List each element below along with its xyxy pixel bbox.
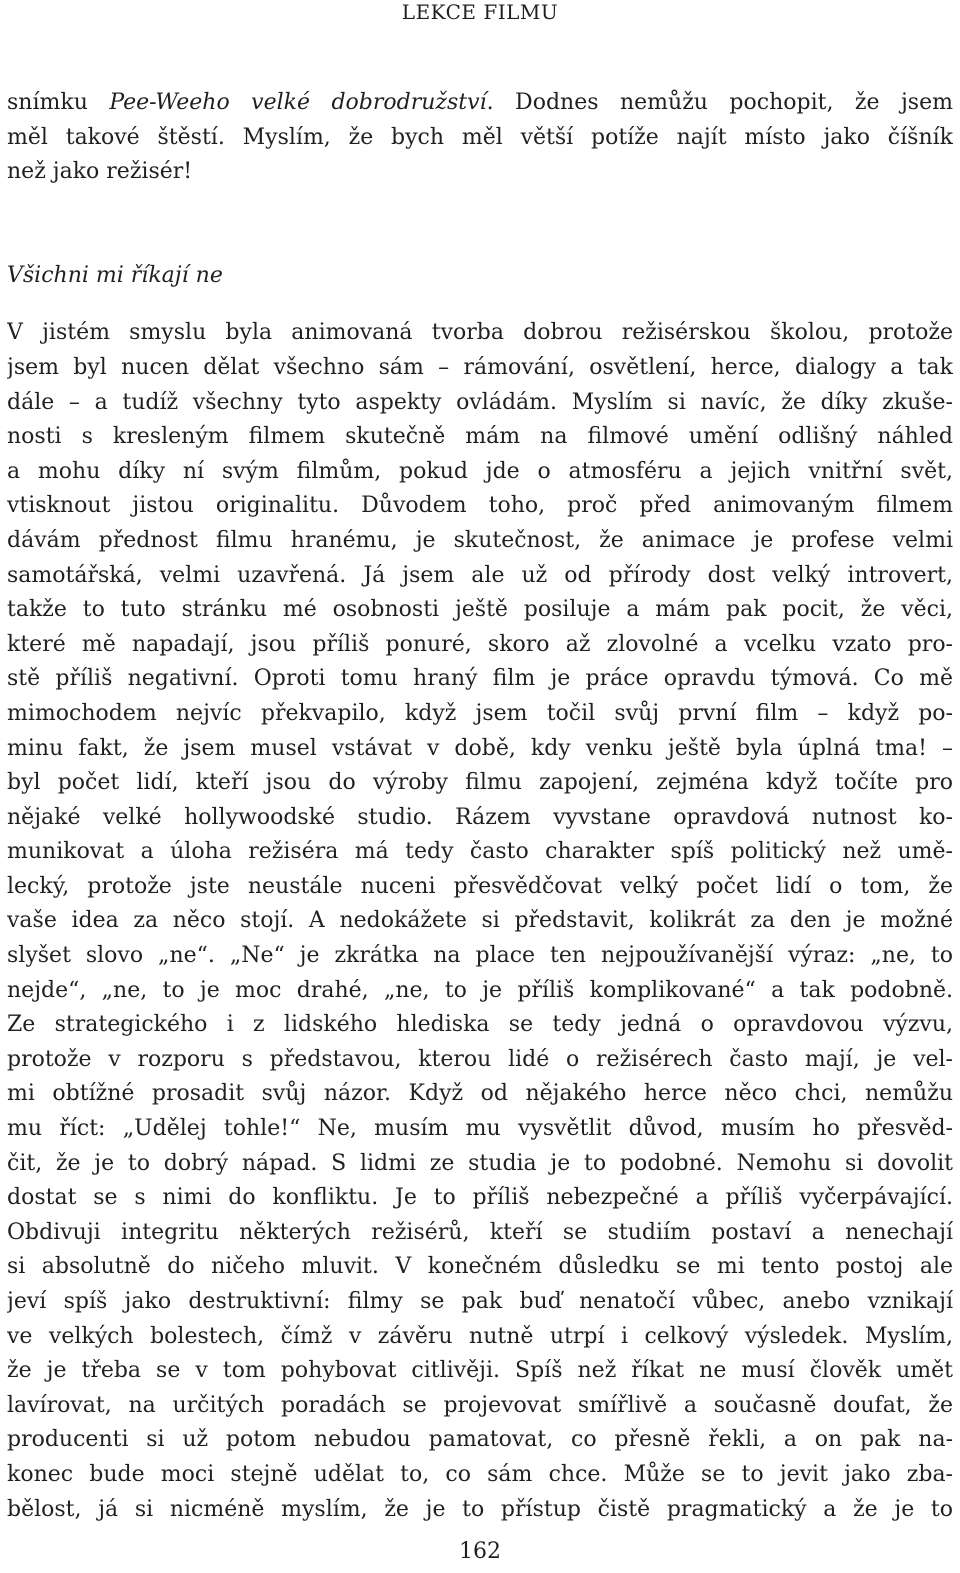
text-line: jeví spíš jako destruktivní: filmy se pak buď nenatočí vůbec, anebo vznikají <box>7 1289 953 1314</box>
text-line: munikovat a úloha režiséra má tedy často charakter spíš politický než umě- <box>7 839 953 865</box>
section-paragraph <box>7 316 953 1527</box>
text-line: takže to tuto stránku mé osobnosti ještě posiluje a mám pak pocit, že věci, <box>7 597 953 623</box>
text-line: mu říct: „Udělej tohle!“ Ne, musím mu vysvětlit důvod, musím ho přesvěd- <box>7 1116 953 1142</box>
text-line: které mě napadají, jsou příliš ponuré, skoro až zlovolné a vcelku vzato pro- <box>7 631 953 657</box>
text-line: vtisknout jistou originalitu. Důvodem toho, proč před animovaným filmem <box>7 493 953 519</box>
text-line: lavírovat, na určitých poradách se projevovat smířlivě a současně doufat, že <box>7 1392 953 1418</box>
text-line: byl počet lidí, kteří jsou do výroby filmu zapojení, zejména když točíte pro <box>7 770 953 796</box>
intro-paragraph <box>7 86 953 190</box>
text-line: konec bude moci stejně udělat to, co sám chce. Může se to jevit jako zba- <box>7 1461 953 1487</box>
text-line: než jako režisér! <box>7 159 193 185</box>
text-line: měl takové štěstí. Myslím, že bych měl větší potíže najít místo jako číšník <box>7 124 953 150</box>
text-line: jsem byl nucen dělat všechno sám – rámování, osvětlení, herce, dialogy a tak <box>7 354 953 380</box>
text-line: producenti si už potom nebudou pamatovat, co přesně řekli, a on pak na- <box>7 1427 953 1453</box>
text-line: a mohu díky ní svým filmům, pokud jde o atmosféru a jejich vnitřní svět, <box>7 458 953 484</box>
text-line: bělost, já si nicméně myslím, že je to přístup čistě pragmatický a že je to <box>7 1496 953 1522</box>
text-line: čit, že je to dobrý nápad. S lidmi ze studia je to podobné. Nemohu si dovolit <box>7 1150 953 1176</box>
film-title: Pee-Weeho velké dobrodružství <box>109 90 487 115</box>
body-text <box>7 86 953 1527</box>
text-line: nějaké velké hollywoodské studio. Rázem vyvstane opravdová nutnost ko- <box>7 804 953 830</box>
text-line: Obdivuji integritu některých režisérů, kteří se studiím postaví a nenechají <box>7 1219 953 1245</box>
text-line: samotářská, velmi uzavřená. Já jsem ale už od přírody dost velký introvert, <box>7 562 953 588</box>
text-line: stě příliš negativní. Oproti tomu hraný film je práce opravdu týmová. Co mě <box>7 666 953 692</box>
text-line: Ze strategického i z lidského hlediska se tedy jedná o opravdovou výzvu, <box>7 1012 953 1038</box>
text-line: lecký, protože jste neustále nuceni přesvědčovat velký počet lidí o tom, že <box>7 873 953 899</box>
text-line: si absolutně do ničeho mluvit. V konečném důsledku se mi tento postoj ale <box>7 1254 953 1280</box>
text-line: minu fakt, že jsem musel vstávat v době, kdy venku ještě byla úplná tma! – <box>7 735 953 761</box>
text-line: vaše idea za něco stojí. A nedokážete si představit, kolikrát za den je možné <box>7 908 953 934</box>
section-heading: Všichni mi říkají ne <box>7 262 223 288</box>
text-line: V jistém smyslu byla animovaná tvorba dobrou režisérskou školou, protože <box>7 320 953 346</box>
text-line: ve velkých bolestech, čímž v závěru nutně utrpí i celkový výsledek. Myslím, <box>7 1323 953 1349</box>
running-head: LEKCE FILMU <box>401 0 559 24</box>
text-line: snímku Pee-Weeho velké dobrodružství. Dodnes nemůžu pochopit, že jsem <box>7 90 953 115</box>
text-line: dále – a tudíž všechny tyto aspekty ovládám. Myslím si navíc, že díky zkuše- <box>7 389 953 415</box>
text-line: nejde“, „ne, to je moc drahé, „ne, to je příliš komplikované“ a tak podobně. <box>7 977 953 1003</box>
paragraph-gap <box>7 190 953 259</box>
text-line: protože v rozporu s představou, kterou lidé o režisérech často mají, je vel- <box>7 1046 953 1072</box>
text-line: že je třeba se v tom pohybovat citlivěji. Spíš než říkat ne musí člověk umět <box>7 1358 953 1384</box>
text-line: mi obtížné prosadit svůj názor. Když od nějakého herce něco chci, nemůžu <box>7 1081 953 1107</box>
text-line: dávám přednost filmu hranému, je skutečnost, že animace je profese velmi <box>7 527 953 553</box>
page-number: 162 <box>459 1539 501 1564</box>
text-line: slyšet slovo „ne“. „Ne“ je zkrátka na place ten nejpoužívanější výraz: „ne, to <box>7 943 953 969</box>
text-line: mimochodem nejvíc překvapilo, když jsem točil svůj první film – když po- <box>7 700 953 726</box>
text-line: dostat se s nimi do konfliktu. Je to příliš nebezpečné a příliš vyčerpávající. <box>7 1185 953 1211</box>
text-line: nosti s kresleným filmem skutečně mám na filmové umění odlišný náhled <box>7 424 953 450</box>
